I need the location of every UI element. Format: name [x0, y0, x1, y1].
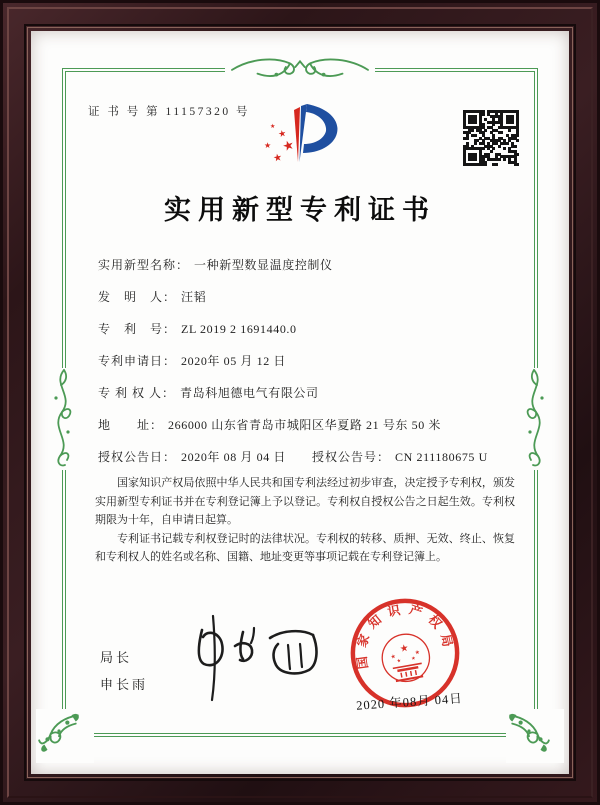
qr-module — [500, 131, 503, 134]
svg-text:国家知识产权局 — [346, 594, 456, 670]
qr-module — [516, 163, 519, 166]
emblem-star-icon: ★ — [390, 653, 397, 661]
qr-module — [474, 142, 477, 145]
emblem-star-icon: ★ — [399, 642, 410, 656]
field-patentee — [98, 384, 319, 401]
logo-star-icon: ★ — [270, 124, 276, 130]
director-title: 局长 — [100, 650, 133, 665]
legal-text — [95, 474, 515, 567]
field-label: 授权公告号： — [312, 450, 391, 464]
qr-module — [498, 158, 501, 161]
legal-paragraph-1: 国家知识产权局依照中华人民共和国专利法经过初步审查，决定授予专利权，颁发实用新型专利证书并在专利登记簿上予以登记。专利权自授权公告之日起生效。专利权期限为十年，自申请日起算。 — [95, 477, 515, 527]
top-flourish-icon — [225, 51, 375, 85]
logo-star-icon: ★ — [277, 127, 288, 140]
emblem-star-icon: ★ — [414, 649, 421, 657]
right-flourish-icon — [522, 368, 552, 470]
logo-star-icon: ★ — [272, 152, 284, 165]
qr-module — [474, 134, 477, 137]
qr-module — [516, 139, 519, 142]
qr-module — [516, 153, 519, 156]
field-application-date — [98, 352, 286, 369]
field-label: 专 利 权 人： — [98, 386, 176, 400]
qr-module — [498, 145, 501, 148]
bottom-right-corner-ornament-icon — [506, 709, 564, 763]
field-value: CN 211180675 U — [395, 450, 488, 464]
director-block — [100, 644, 148, 698]
field-address — [98, 416, 441, 433]
field-grant-announcement — [98, 448, 488, 465]
qr-module — [466, 137, 469, 140]
qr-module — [492, 123, 495, 126]
director-name: 申长雨 — [100, 677, 149, 692]
certificate-number: 证 书 号 第 11157320 号 — [88, 106, 251, 118]
qr-module — [474, 121, 477, 124]
field-value: 青岛科旭德电气有限公司 — [180, 386, 319, 400]
qr-module — [474, 158, 477, 161]
director-signature-icon — [180, 610, 330, 707]
left-flourish-icon — [48, 368, 78, 470]
emblem-star-icon: ★ — [396, 658, 402, 665]
field-value: ZL 2019 2 1691440.0 — [181, 322, 297, 336]
qr-code — [463, 110, 519, 166]
qr-module — [495, 163, 498, 166]
qr-module — [503, 158, 506, 161]
qr-module — [511, 121, 514, 124]
seal-text: 国家知识产权局 — [354, 601, 457, 670]
field-value: 汪韬 — [181, 290, 207, 304]
field-label: 专利申请日： — [98, 354, 177, 368]
field-patent-number — [98, 320, 297, 337]
qr-module — [482, 147, 485, 150]
field-value: 一种新型数显温度控制仪 — [194, 258, 333, 272]
field-inventor — [98, 288, 206, 305]
field-value: 266000 山东省青岛市城阳区华夏路 21 号东 50 米 — [168, 418, 442, 432]
logo-star-icon: ★ — [280, 136, 297, 155]
field-label: 专 利 号： — [98, 322, 177, 336]
qr-module — [506, 142, 509, 145]
bottom-left-corner-ornament-icon — [36, 709, 94, 763]
qr-module — [490, 150, 493, 153]
field-value: 2020年 08 月 04 日 — [181, 450, 287, 464]
qr-module — [484, 163, 487, 166]
field-utility-model-name — [98, 256, 333, 273]
qr-module — [503, 147, 506, 150]
certificate-title: 实用新型专利证书 — [164, 195, 436, 225]
qr-module — [482, 113, 485, 116]
field-label: 授权公告日： — [98, 450, 177, 464]
field-label: 实用新型名称： — [98, 258, 190, 272]
qr-module — [514, 145, 517, 148]
cnipa-logo-icon — [250, 100, 350, 171]
qr-module — [484, 129, 487, 132]
seal-date: 2020 年08月 04日 — [355, 691, 464, 713]
field-label: 地 址： — [98, 418, 164, 432]
qr-module — [516, 134, 519, 137]
qr-module — [492, 147, 495, 150]
field-value: 2020年 05 月 12 日 — [181, 354, 287, 368]
legal-paragraph-2: 专利证书记载专利权登记时的法律状况。专利权的转移、质押、无效、终止、恢复和专利权人的姓名或名称、国籍、地址变更等事项记载在专利登记簿上。 — [95, 532, 515, 564]
field-label: 发 明 人： — [98, 290, 177, 304]
emblem-star-icon: ★ — [410, 656, 417, 663]
logo-star-icon: ★ — [264, 141, 272, 150]
qr-module — [508, 129, 511, 132]
qr-module — [471, 129, 474, 132]
